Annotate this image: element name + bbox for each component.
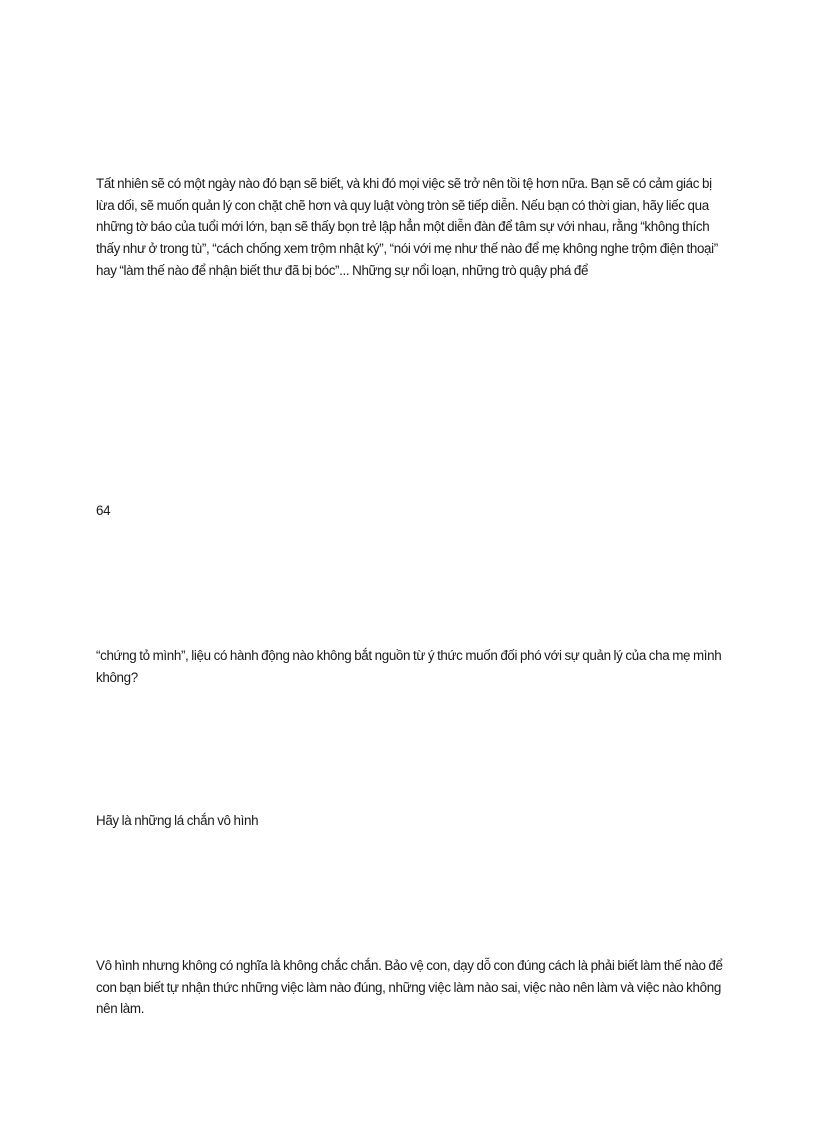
body-paragraph: “chứng tỏ mình”, liệu có hành động nào không bắt nguồn từ ý thức muốn đối phó với sự quản lý của cha mẹ mình không? xyxy=(96,648,722,685)
body-paragraph: Vô hình nhưng không có nghĩa là không chắc chắn. Bảo vệ con, dạy dỗ con đúng cách là phải biết làm thế nào để con bạn biết tự nhận thức những việc làm nào đúng, những việc làm nào sai, việc nào nên làm và việc nào không nên làm. xyxy=(96,958,723,1017)
section-heading: Hãy là những lá chắn vô hình xyxy=(96,813,259,828)
body-paragraph: Tất nhiên sẽ có một ngày nào đó bạn sẽ biết, và khi đó mọi việc sẽ trở nên tồi tệ hơn nữa. Bạn sẽ có cảm giác bị lừa dối, sẽ muốn quản lý con chặt chẽ hơn và quy luật vòng tròn sẽ tiếp diễn. Nếu bạn có thời gian, hãy liếc qua những tờ báo của tuổi mới lớn, bạn sẽ thấy bọn trẻ lập hẳn một diễn đàn để tâm sự với nhau, rằng “không thích thấy như ở trong tù”, “cách chống xem trộm nhật ký”, “nói với mẹ như thế nào để mẹ không nghe trộm điện thoại” hay “làm thế nào để nhận biết thư đã bị bóc”... Những sự nổi loạn, những trò quậy phá để xyxy=(96,176,718,278)
page-number: 64 xyxy=(96,503,111,518)
